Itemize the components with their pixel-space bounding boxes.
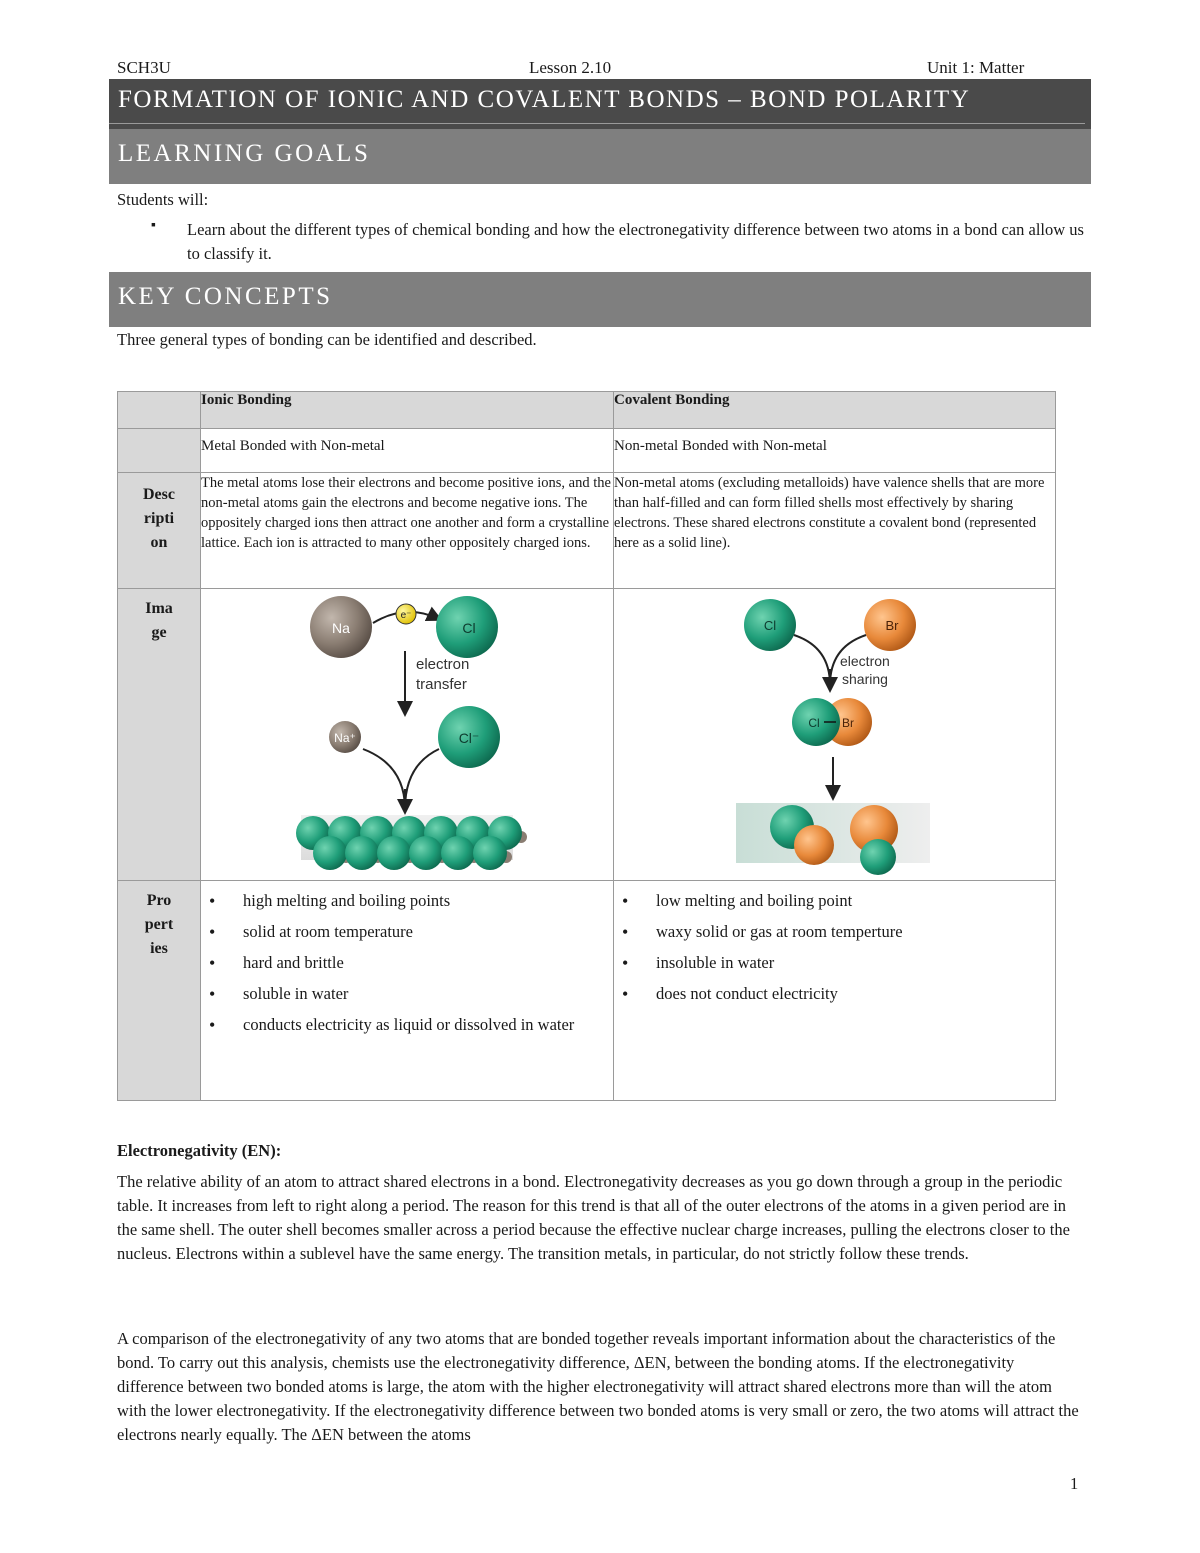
- list-item: • waxy solid or gas at room temperture: [614, 920, 1055, 944]
- covalent-bonding-header: Covalent Bonding: [614, 392, 1056, 429]
- cl-atom: [436, 596, 498, 658]
- bullet-square-icon: ▪: [151, 218, 156, 233]
- ionic-bond-diagram: [201, 589, 613, 875]
- lattice-cl-ion: [313, 836, 347, 870]
- lattice-cl-ion: [441, 836, 475, 870]
- description-row-label: [118, 473, 201, 589]
- properties-label-line2: pert: [144, 916, 174, 933]
- subtype-row-label: [118, 429, 201, 473]
- transfer-label-line1: electron: [416, 656, 470, 673]
- na-atom: [310, 596, 372, 658]
- header-unit: Unit 1: Matter: [927, 58, 1025, 77]
- svg-text:Cl: Cl: [462, 620, 476, 636]
- lattice-cl-ion: [473, 836, 507, 870]
- table-image-row: [118, 589, 1056, 881]
- en-paragraph-2: A comparison of the electronegativity of any two atoms that are bonded together reveals important information about the characteristics of the bond. To carry out this analysis, chemists use the electronegativity difference, ΔEN, between the bonding atoms. If the electronegativity difference between two bonded atoms is large, the atom with the higher electronegativity will attract shared electrons more than will the atom with the lower electronegativity. If the electronegativity difference between two bonded atoms is very small or zero, the two atoms will attract the electrons nearly equally. The ΔEN between the atoms: [117, 1329, 1079, 1444]
- en-paragraph-1: The relative ability of an atom to attract shared electrons in a bond. Electronegativity decreases as you go down through a group in the periodic table. It increases from left to right along a period. The reason for this trend is that all of the outer electrons of the atoms in a given period are in the same shell. The outer shell becomes smaller across a period because the effective nuclear charge increases, pulling the electrons closer to the nucleus. Electrons within a sublevel have the same energy. The transition metals, in particular, do not strictly follow these trends.: [117, 1172, 1070, 1263]
- learning-goals-heading: LEARNING GOALS: [118, 140, 371, 167]
- title-divider: [109, 123, 1085, 124]
- key-concepts-banner: [109, 272, 1091, 327]
- table-corner-cell: [118, 392, 201, 429]
- list-item: • does not conduct electricity: [614, 982, 1055, 1006]
- description-label-line2: ripti: [143, 510, 175, 527]
- title-banner: [109, 79, 1091, 129]
- clbr-molecule: [792, 698, 872, 746]
- list-item: • soluble in water: [201, 982, 613, 1006]
- ionic-properties-cell: [201, 881, 614, 1101]
- transfer-label-line2: transfer: [416, 676, 467, 693]
- list-item: • low melting and boiling point: [614, 889, 1055, 913]
- header-course: SCH3U: [117, 58, 171, 77]
- merge-arrow-lines: [363, 749, 439, 809]
- sharing-label-line1: electron: [840, 653, 890, 669]
- list-item: • insoluble in water: [614, 951, 1055, 975]
- ionic-image-cell: [201, 589, 614, 881]
- crystal-lattice: [296, 815, 527, 870]
- covalent-properties-cell: [614, 881, 1056, 1101]
- svg-text:Cl: Cl: [763, 618, 777, 633]
- molecular-substance: [736, 803, 930, 875]
- learning-goals-intro: Students will:: [117, 190, 209, 209]
- ionic-subtype: Metal Bonded with Non-metal: [201, 429, 614, 473]
- covalent-description: Non-metal atoms (excluding metalloids) have valence shells that are more than half-filled and can form filled shells most effectively by sharing electrons. These shared electrons constitute a covalent bond (represented here as a solid line).: [614, 473, 1056, 589]
- properties-label-line3: ies: [150, 940, 168, 957]
- lattice-cl-ion: [377, 836, 411, 870]
- svg-text:e⁻: e⁻: [400, 610, 412, 621]
- key-concepts-intro: Three general types of bonding can be identified and described.: [117, 330, 537, 349]
- list-item: • conducts electricity as liquid or dissolved in water: [201, 1013, 613, 1037]
- learning-goal-item: Learn about the different types of chemical bonding and how the electronegativity difference between two atoms in a bond can allow us to classify it.: [187, 220, 1084, 263]
- svg-text:Na⁺: Na⁺: [334, 731, 356, 745]
- cl-ion: [438, 706, 500, 768]
- table-subtype-row: [118, 429, 1056, 473]
- list-item: • solid at room temperature: [201, 920, 613, 944]
- image-row-label: [118, 589, 201, 881]
- list-item: • hard and brittle: [201, 951, 613, 975]
- description-label-line3: on: [150, 534, 168, 551]
- en-heading: Electronegativity (EN):: [117, 1141, 282, 1160]
- cl-atom-covalent: [744, 599, 796, 651]
- properties-row-label: [118, 881, 201, 1101]
- learning-goals-banner: [109, 129, 1091, 184]
- list-item: • high melting and boiling points: [201, 889, 613, 913]
- header-lesson: Lesson 2.10: [529, 58, 612, 77]
- key-concepts-heading: KEY CONCEPTS: [118, 283, 333, 310]
- na-ion: [329, 721, 361, 753]
- properties-label-line1: Pro: [146, 892, 172, 909]
- image-label-line1: Ima: [145, 600, 173, 617]
- svg-text:Cl⁻: Cl⁻: [458, 730, 480, 746]
- image-label-line2: ge: [151, 624, 167, 641]
- ionic-bonding-header: Ionic Bonding: [201, 392, 614, 429]
- covalent-properties-list: [614, 881, 1055, 1006]
- table-header-row: [118, 392, 1056, 429]
- sharing-label-line2: sharing: [842, 671, 888, 687]
- covalent-bond-diagram: [614, 589, 1055, 875]
- br-atom: [864, 599, 916, 651]
- svg-text:Cl: Cl: [808, 716, 820, 730]
- svg-text:Na: Na: [332, 620, 350, 636]
- svg-text:Br: Br: [885, 618, 899, 633]
- covalent-subtype: Non-metal Bonded with Non-metal: [614, 429, 1056, 473]
- svg-text:Br: Br: [842, 716, 854, 730]
- description-label-line1: Desc: [143, 486, 175, 503]
- ionic-description: The metal atoms lose their electrons and become positive ions, and the non-metal atoms gain the electrons and become negative ions. The oppositely charged ions then attract one another and form a crystalline lattice. Each ion is attracted to many other oppositely charged ions.: [201, 473, 614, 589]
- page-title: FORMATION OF IONIC AND COVALENT BONDS – BOND POLARITY: [118, 86, 971, 113]
- table-description-row: [118, 473, 1056, 589]
- ionic-properties-list: [201, 881, 613, 1037]
- table-properties-row: [118, 881, 1056, 1101]
- lattice-cl-ion: [409, 836, 443, 870]
- bonding-table: [117, 391, 1056, 1101]
- lattice-cl-ion: [345, 836, 379, 870]
- electron-dot: [396, 604, 416, 624]
- covalent-image-cell: [614, 589, 1056, 881]
- page-number: 1: [1070, 1474, 1079, 1493]
